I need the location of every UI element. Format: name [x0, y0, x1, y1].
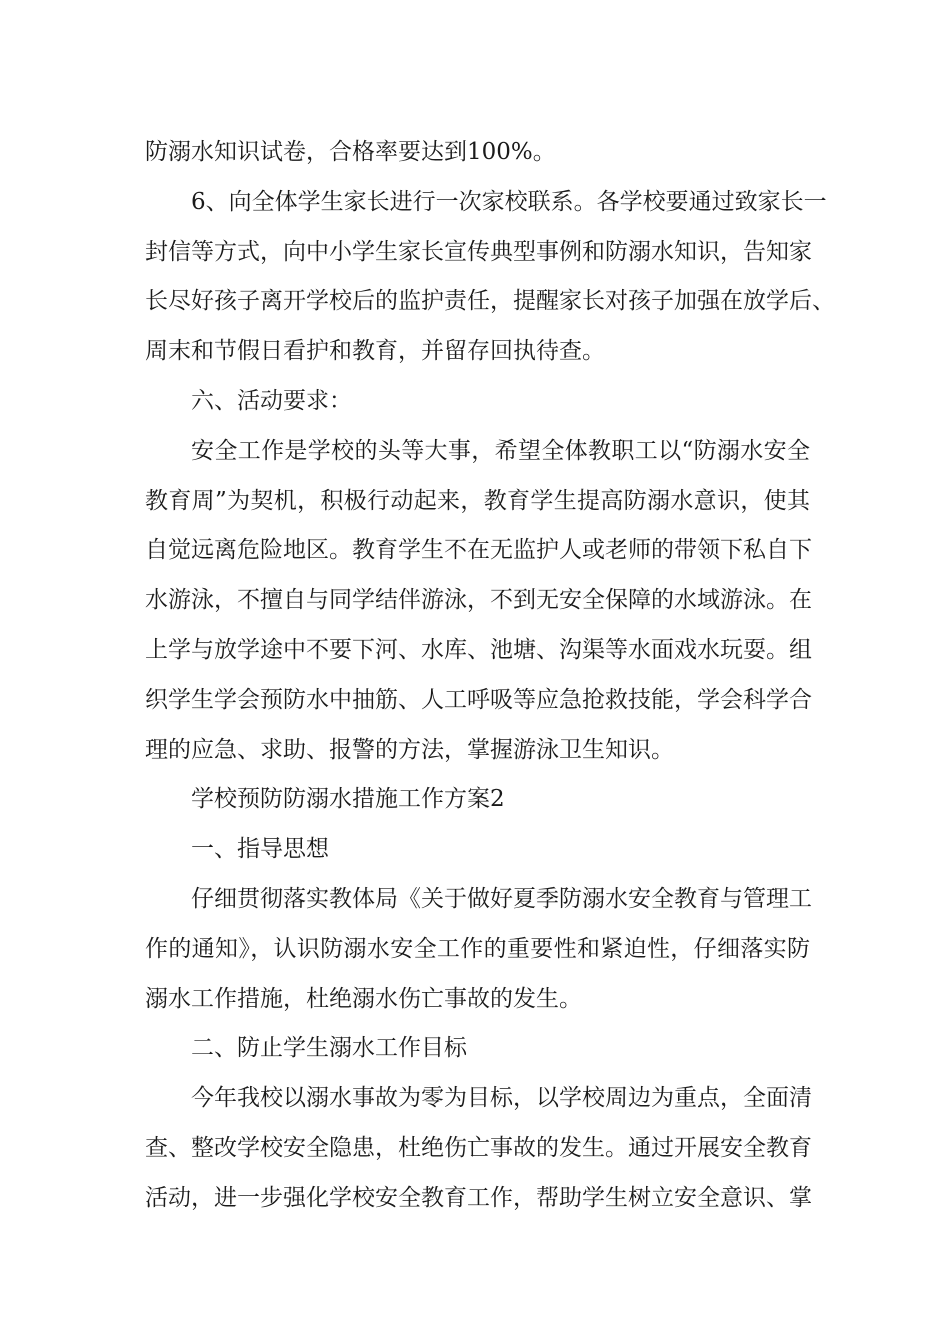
text-line: 一、指导思想	[191, 836, 329, 863]
text-line: 水游泳，不擅自与同学结伴游泳，不到无安全保障的水域游泳。在	[145, 587, 812, 614]
text-line: 理的应急、求助、报警的方法，掌握游泳卫生知识。	[145, 736, 674, 763]
text-line: 周末和节假日看护和教育，并留存回执待查。	[145, 338, 605, 365]
text-line: 防溺水知识试卷，合格率要达到100%。	[145, 139, 556, 165]
text-line: 封信等方式，向中小学生家长宣传典型事例和防溺水知识，告知家	[145, 238, 812, 265]
text-line: 上学与放学途中不要下河、水库、池塘、沟渠等水面戏水玩耍。组	[145, 636, 812, 663]
text-line: 查、整改学校安全隐患，杜绝伤亡事故的发生。通过开展安全教育	[145, 1134, 812, 1161]
text-line: 二、防止学生溺水工作目标	[191, 1035, 467, 1062]
text-line: 六、活动要求：	[191, 387, 352, 414]
text-line: 织学生学会预防水中抽筋、人工呼吸等应急抢救技能，学会科学合	[145, 686, 812, 713]
text-line: 自觉远离危险地区。教育学生不在无监护人或老师的带领下私自下	[145, 537, 812, 564]
text-line: 溺水工作措施，杜绝溺水伤亡事故的发生。	[145, 985, 582, 1012]
text-line: 6、向全体学生家长进行一次家校联系。各学校要通过致家长一	[191, 188, 827, 215]
text-line: 活动，进一步强化学校安全教育工作，帮助学生树立安全意识、掌	[145, 1184, 812, 1211]
text-line: 今年我校以溺水事故为零为目标，以学校周边为重点，全面清	[191, 1085, 812, 1112]
text-line: 教育周”为契机，积极行动起来，教育学生提高防溺水意识，使其	[145, 487, 810, 514]
text-line: 作的通知》，认识防溺水安全工作的重要性和紧迫性，仔细落实防	[145, 935, 810, 962]
text-line: 安全工作是学校的头等大事，希望全体教职工以“防溺水安全	[191, 437, 810, 464]
text-line: 学校预防防溺水措施工作方案2	[191, 786, 505, 813]
text-line: 长尽好孩子离开学校后的监护责任，提醒家长对孩子加强在放学后、	[145, 288, 835, 315]
text-line: 仔细贯彻落实教体局《关于做好夏季防溺水安全教育与管理工	[191, 885, 812, 912]
document-body	[145, 128, 835, 1224]
